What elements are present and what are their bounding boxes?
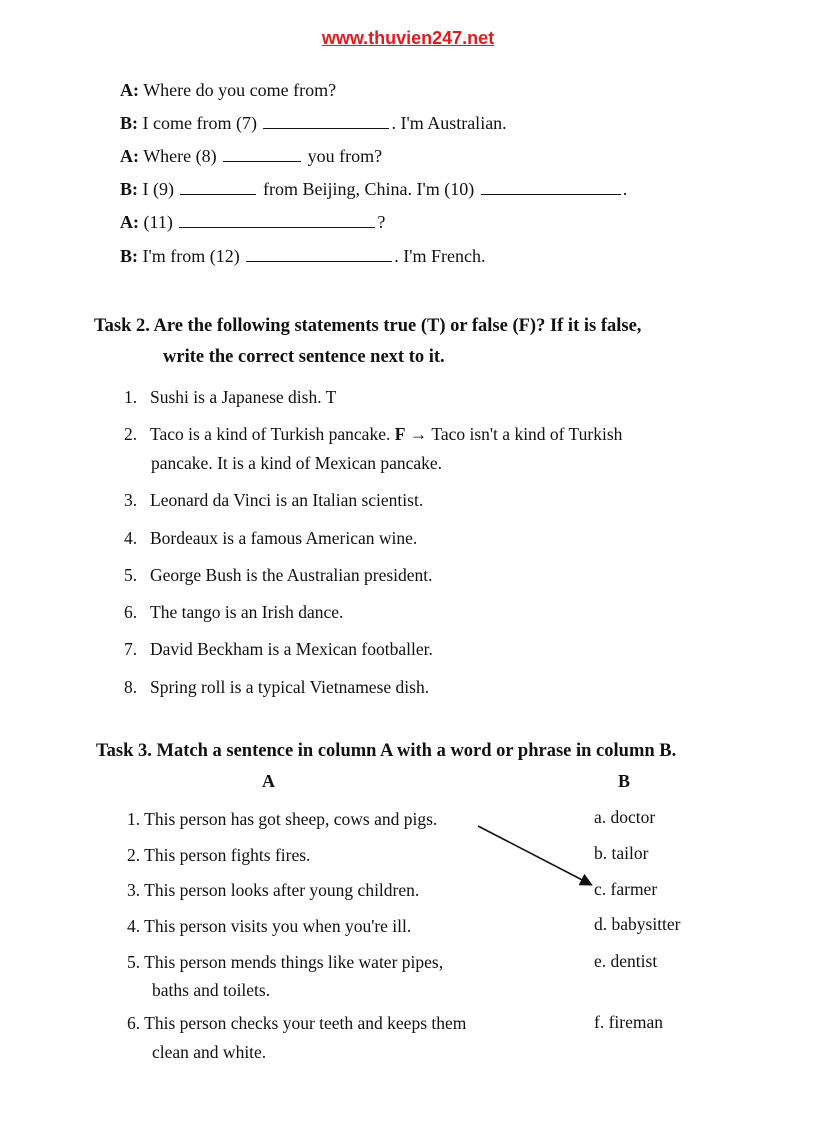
item-number: 2. xyxy=(124,424,138,444)
match-a-item: 3. This person looks after young children. xyxy=(127,880,420,900)
column-a-header: A xyxy=(262,771,275,791)
answer-false: F xyxy=(394,424,406,444)
match-b-item: d. babysitter xyxy=(594,914,681,934)
dialogue-text: I'm from (12) xyxy=(142,246,240,266)
item-number: 7. xyxy=(124,639,138,659)
dialogue-text: . xyxy=(622,179,628,199)
task2-title-cont: write the correct sentence next to it. xyxy=(163,347,445,367)
match-a-item-cont: clean and white. xyxy=(152,1042,267,1062)
item-text: Taco isn't a kind of Turkish xyxy=(427,424,623,444)
item-text: The tango is an Irish dance. xyxy=(150,602,344,622)
speaker: B: xyxy=(120,113,138,133)
arrow-right-icon: → xyxy=(409,424,428,444)
match-a-item: 5. This person mends things like water pipes, xyxy=(127,952,444,972)
speaker: A: xyxy=(120,212,139,232)
item-text: David Beckham is a Mexican footballer. xyxy=(150,639,433,659)
dialogue-text: (11) xyxy=(143,212,173,232)
match-a-item: 1. This person has got sheep, cows and pigs. xyxy=(127,809,438,829)
match-b-item: c. farmer xyxy=(594,879,658,899)
match-a-item-cont: baths and toilets. xyxy=(152,980,271,1000)
item-number: 5. xyxy=(124,565,138,585)
dialogue-text: . I'm Australian. xyxy=(391,113,507,133)
item-text: Taco is a kind of Turkish pancake. xyxy=(150,424,395,444)
column-b-header: B xyxy=(618,771,631,791)
speaker: A: xyxy=(120,146,139,166)
match-a-item: 4. This person visits you when you're ill. xyxy=(127,916,412,936)
item-number: 4. xyxy=(124,528,138,548)
dialogue-text: ? xyxy=(377,212,386,232)
match-b-item: b. tailor xyxy=(594,843,649,863)
task2-item-cont: pancake. It is a kind of Mexican pancake. xyxy=(151,453,443,473)
dialogue-text: Where do you come from? xyxy=(143,80,337,100)
item-number: 6. xyxy=(124,602,138,622)
speaker: B: xyxy=(120,246,138,266)
speaker: B: xyxy=(120,179,138,199)
task3-title: Task 3. Match a sentence in column A with a word or phrase in column B. xyxy=(96,741,677,761)
item-text: Spring roll is a typical Vietnamese dish. xyxy=(150,677,430,697)
dialogue-text: I come from (7) xyxy=(142,113,257,133)
item-text: Sushi is a Japanese dish. T xyxy=(150,387,337,407)
match-b-item: e. dentist xyxy=(594,951,658,971)
item-number: 1. xyxy=(124,387,138,407)
speaker: A: xyxy=(120,80,139,100)
match-b-item: a. doctor xyxy=(594,807,656,827)
match-a-item: 6. This person checks your teeth and keeps them xyxy=(127,1013,467,1033)
dialogue-text: Where (8) xyxy=(143,146,217,166)
item-number: 8. xyxy=(124,677,138,697)
site-url[interactable]: www.thuvien247.net xyxy=(321,28,495,48)
item-text: George Bush is the Australian president. xyxy=(150,565,433,585)
dialogue-text: I (9) xyxy=(142,179,174,199)
item-text: Leonard da Vinci is an Italian scientist. xyxy=(150,490,424,510)
dialogue-text: you from? xyxy=(307,146,383,166)
task2-title: Task 2. Are the following statements true (T) or false (F)? If it is false, xyxy=(94,316,642,336)
dialogue-text: . I'm French. xyxy=(394,246,486,266)
match-a-item: 2. This person fights fires. xyxy=(127,845,311,865)
match-b-item: f. fireman xyxy=(594,1012,663,1032)
item-number: 3. xyxy=(124,490,138,510)
item-text: Bordeaux is a famous American wine. xyxy=(150,528,418,548)
dialogue-text: from Beijing, China. I'm (10) xyxy=(262,179,475,199)
